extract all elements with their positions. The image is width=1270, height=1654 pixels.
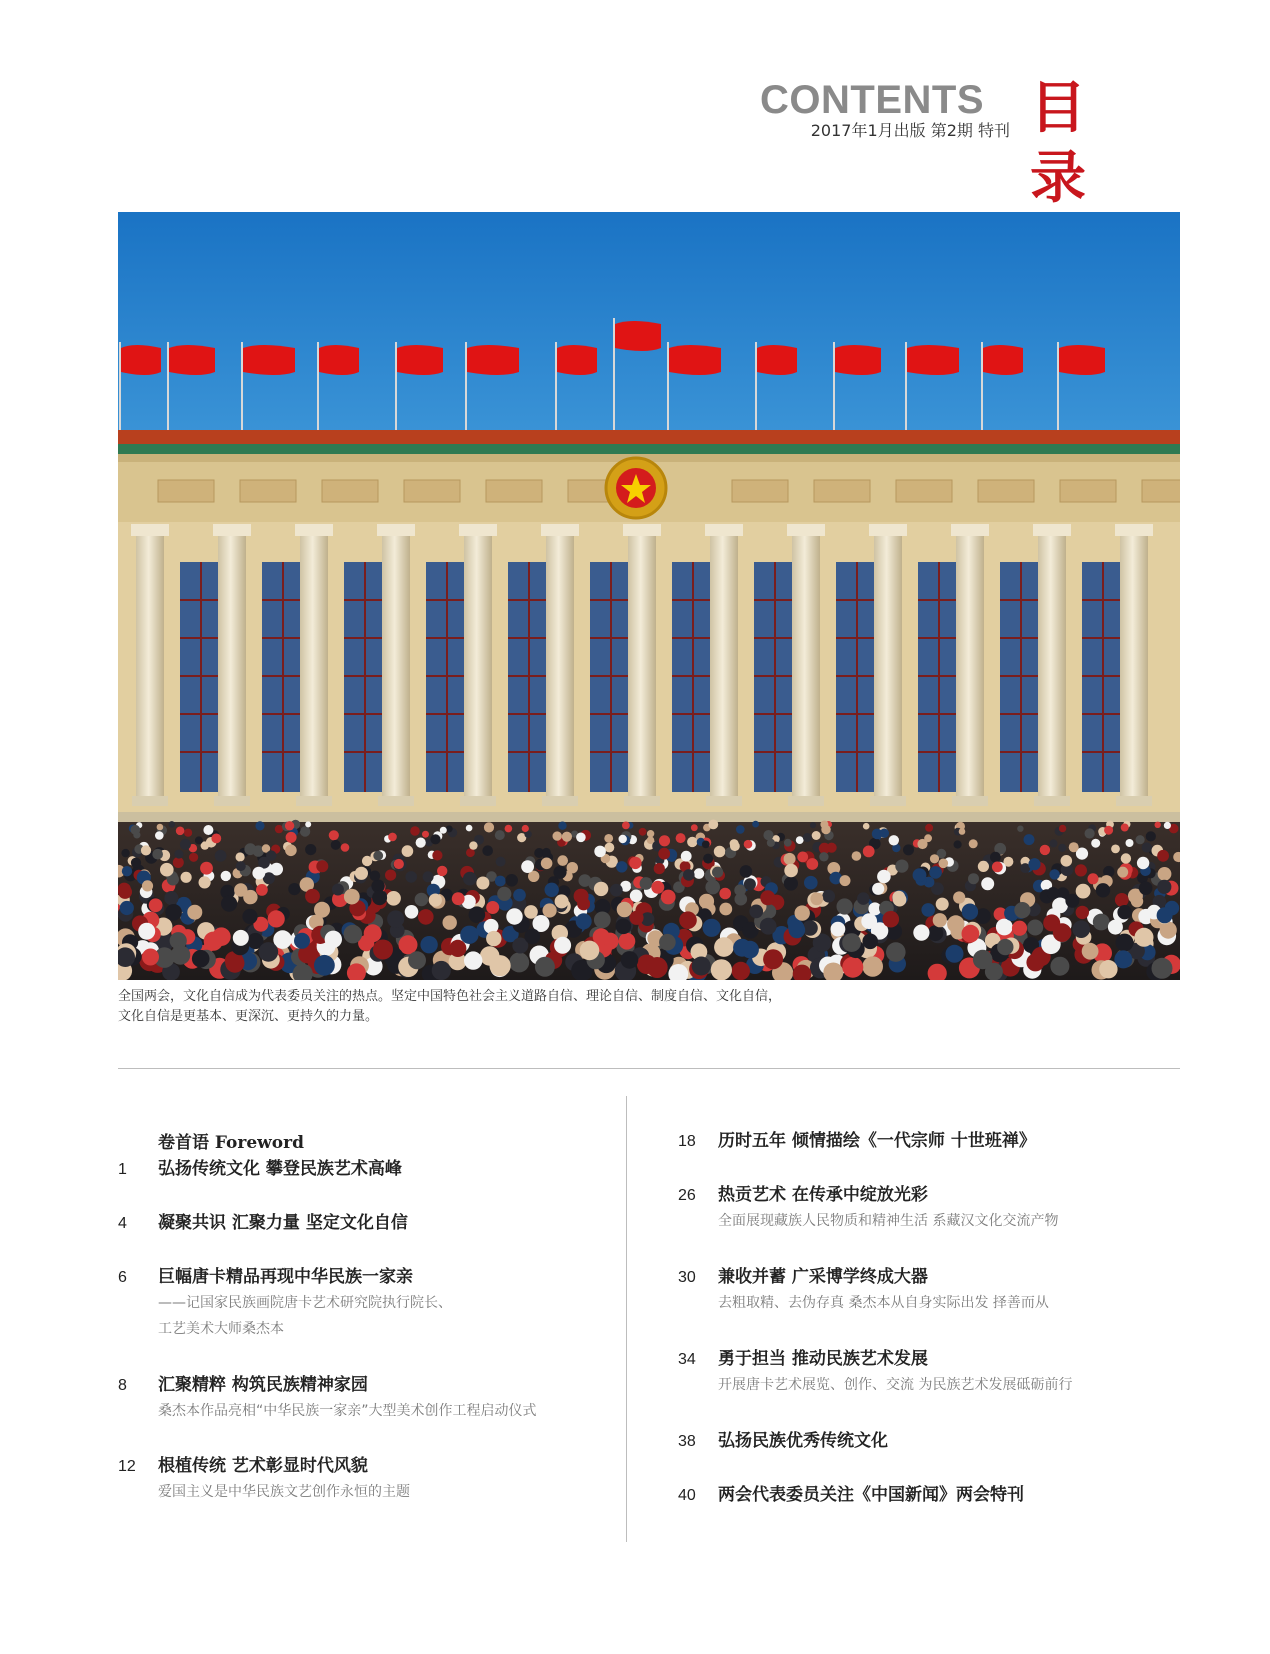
toc-page-number: 38: [678, 1433, 696, 1450]
great-hall-of-the-people-photo: [118, 212, 1180, 980]
toc-title: 汇聚精粹 构筑民族精神家园: [158, 1375, 368, 1395]
toc-title: 根植传统 艺术彰显时代风貌: [158, 1456, 368, 1476]
toc-page-number: 34: [678, 1351, 696, 1368]
toc-subtitle: 桑杰本作品亮相“中华民族一家亲”大型美术创作工程启动仪式: [158, 1403, 537, 1419]
toc-page-number: 12: [118, 1458, 136, 1475]
sky: [118, 212, 1180, 432]
issue-info: 2017年1月出版 第2期 特刊: [810, 121, 1010, 140]
toc-title: 勇于担当 推动民族艺术发展: [718, 1349, 928, 1369]
caption-line: 文化自信是更基本、更深沉、更持久的力量。: [118, 1009, 379, 1024]
toc-page-number: 8: [118, 1377, 127, 1394]
toc-subtitle: 爱国主义是中华民族文艺创作永恒的主题: [158, 1484, 410, 1500]
divider-vertical: [626, 1096, 627, 1542]
contents-label: CONTENTS: [760, 78, 984, 122]
foreword-label: 卷首语 Foreword: [158, 1133, 304, 1153]
toc-page-number: 26: [678, 1187, 696, 1204]
toc-title: 兼收并蓄 广采博学终成大器: [718, 1267, 928, 1287]
toc-title: 弘扬民族优秀传统文化: [718, 1431, 888, 1451]
toc-subtitle: 去粗取精、去伪存真 桑杰本从自身实际出发 择善而从: [718, 1295, 1049, 1311]
toc-page-number: 4: [118, 1215, 127, 1232]
toc-title: 凝聚共识 汇聚力量 坚定文化自信: [158, 1213, 408, 1233]
toc-title: 历时五年 倾情描绘《一代宗师 十世班禅》: [718, 1131, 1036, 1151]
roof-eave: [118, 430, 1180, 444]
toc-title: 巨幅唐卡精品再现中华民族一家亲: [158, 1267, 413, 1287]
toc-subtitle: 开展唐卡艺术展览、创作、交流 为民族艺术发展砥砺前行: [718, 1377, 1073, 1393]
toc-page-number: 30: [678, 1269, 696, 1286]
toc-title: 两会代表委员关注《中国新闻》两会特刊: [718, 1485, 1024, 1505]
toc-subtitle: 工艺美术大师桑杰本: [158, 1321, 284, 1337]
toc-page-number: 6: [118, 1269, 127, 1286]
mulu-title: 目 录: [1030, 76, 1116, 211]
toc-title: 热贡艺术 在传承中绽放光彩: [718, 1185, 928, 1205]
toc-subtitle: 全面展现藏族人民物质和精神生活 系藏汉文化交流产物: [718, 1213, 1059, 1229]
toc-page-number: 40: [678, 1487, 696, 1504]
toc-title: 弘扬传统文化 攀登民族艺术高峰: [158, 1159, 402, 1179]
toc-page-number: 18: [678, 1133, 696, 1150]
toc-page-number: 1: [118, 1161, 127, 1178]
photo-caption: [118, 987, 998, 1027]
divider-horizontal: [118, 1068, 1180, 1069]
toc-subtitle: ——记国家民族画院唐卡艺术研究院执行院长、: [158, 1295, 452, 1311]
caption-line: 全国两会，文化自信成为代表委员关注的热点。坚定中国特色社会主义道路自信、理论自信、制度自信、文化自信，: [118, 989, 782, 1004]
